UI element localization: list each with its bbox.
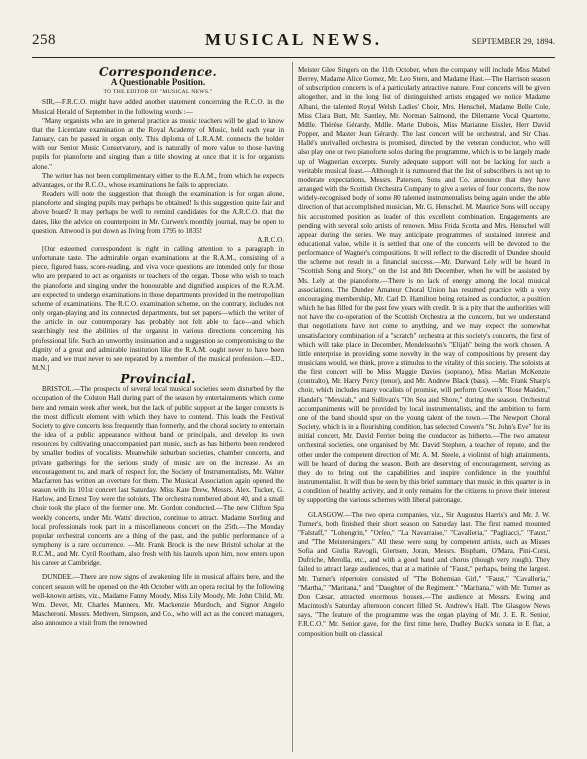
right-column: [298, 66, 550, 752]
signature: A.R.C.O.: [257, 235, 284, 244]
section-title-provincial: Provincial.: [120, 372, 196, 387]
header-rule: [32, 57, 555, 58]
page-number: 258: [32, 32, 56, 48]
column-divider: [292, 62, 293, 752]
left-column: [32, 66, 284, 752]
issue-date: SEPTEMBER 29, 1894.: [471, 36, 555, 46]
editor-note: [Our esteemed correspondent is right in calling attention to a paragraph in unfortunate taste. The admirable organ examinations at the R.A.M., consisting of a piece, figured bass, score-reading, and viva voce questions are intended only for those who are prepared to act as organists or teachers of the organ. Those who wish to teach the pianoforte and singing under the honourable and dignified auspices of the R.A.M. are expected to undergo examinations in those departments provided in the metropolitan scheme of examinations. The R.C.O. examination scheme, on the contrary, includes not only organ-playing and its connected departments, but set papers—which the writer of the article in our contemporary has probably not felt able to face—and which searchingly test the abilities of the organist in various directions concerning his professional life. Such an unworthy insinuation and a suggestion so compromising to the dignity of a great and admirable institution like the R.A.M. ought never to have been made, and we trust never to see repeated by a member of the musical profession.—ED., M.N.]: [32, 244, 284, 372]
paragraph: The writer has not been complimentary either to the R.A.M., from which he expects advantages, or the R.C.O., whose examinations he fails to appreciate.: [32, 171, 284, 189]
paragraph-dundee-cont: Meister Glee Singers on the 11th October, when the company will include Miss Mabel Berrey, Madame Alice Gomez, Mr. Leo Stern, and Madame Hast.—The Harrison season of subscription concerts is of a particularly attractive nature. Four concerts will be given altogether, and in the long list of distinguished artists engaged we notice Madame Albani, the talented Royal Welsh Ladies' Choir, Mrs. Henschel, Madame Belle Cole, Miss Clara Butt, Mr. Santley, Mr. Norman Salmond, the Dilettante Vocal Quartette, Mdlle. Thérèse Gérardy, Mdlle. Marie Dubois, Miss Marianne Eissler, Herr David Popper, and Master Jean Gérardy. The last concert will be orchestral, and Sir Chas. Hallé's unrivalled orchestra is promised, directed by the veteran conductor, who will also play one or two pianoforte solos during the programme, which is to be largely made up of Wagnerian excerpts. Surely adequate support will not be lacking for such a veritable musical feast.—Although it is rumoured that the list of subscribers is not up to moderate expectations, Messrs. Paterson, Sons and Co. announce that they have arranged with the Scottish Orchestra Company to give a series of four concerts, the now widely-recognised body of some 80 talented instrumentalists being again under the able direction of that accomplished musician, Mr. G. Henschel. M. Maurice Sons will occupy his accustomed position as leader of this excellent combination. Engagements are pending with several solo artists of renown. Miss Frida Scotta and Mrs. Henschel will appear during the series. We may anticipate programmes of sustained interest and educational value, while it is settled that one of the concerts will be devoted to the performance of Wagner's compositions. It will reflect to the discredit of Dundee should the scheme not result in a financial success.—Mr. Durward Lely will be heard in "Scottish Song and Story," on the 1st and 8th December, when he will be assisted by Ms. Lely at the pianoforte.—There is no lack of energy among the local musical associations. The Dundee Amateur Choral Union has resumed practice with a very encouraging membership, Mr. Carl D. Hamilton being retained as conductor, a position which he has filled for the past few years with credit. It is a pity that the authorities will not have the co-operation of the Scottish Orchestra at the concerts, but we understand that negotiations have not come to anything, and we may expect the somewhat unsatisfactory combination of a "scratch" orchestra at this society's concerts, the first of which will take place in December, Mendelssohn's "Elijah" being the work chosen. A little enterprise in providing some novelty in the way of compositions by present day musicians would, we think, prove a stimulus to the vitality of this society. The soloists at the first concert will be Miss Maggie Davies (soprano), Miss Marian McKenzie (contralto), Mr. Harry Percy (tenor), and Mr. Andrew Black (bass). —Mr. Frank Sharp's choir, which includes many vocalists of promise, will perform Cowen's "Rose Maiden," Handel's "Messiah," and Sullivan's "On Sea and Shore," during the season. Orchestral accompaniments will be provided by local instrumentalists, and the ambition to form one of the band should spur on the young talent of the town.—The Newport Choral Society, which is in a flourishing condition, has selected Cowen's "St. John's Eve" for its initial concert, Mr. David Ferrier being the conductor as hitherto.—The two amateur orchestral societies, one organised by Mr. David Stephen, a teacher of repute, and the other under the competent direction of Mr. A. M. Steele, a violinist of high attainments, will be heard of during the season. Both are deserving of encouragement, serving as they do to bring out the capabilities and inspire confidence in the youthful instrumentalist. It will thus be seen by this brief summary that music in this quarter is in a condition of healthy activity, and it only remains for the citizens to prove their interest by supporting the various schemes with liberal patronage.: [298, 66, 550, 505]
paragraph-glasgow: GLASGOW.—The two opera companies, viz., Sir Augustus Harris's and Mr. J. W. Turner's, both finished their short season on Saturday last. The first named mounted "Falstaff," "Lohengrin," "Orfeo," "La Navarraise," "Cavalleria," "Pagliacci," "Faust," and "The Meistersingers." All these were sung by competent artists, such as Misses Sofia and Giulia Ravogli, Giertsen, Joran, Messrs. Bispham, O'Mara, Pini-Corsi, Dufriche, Merolla, etc., and with a good band and chorus (though very rough). They failed to attract large audiences, that at a matinée of "Faust," perhaps, being the largest. Mr. Turner's répertoire consisted of "The Bohemian Girl," "Faust," "Cavalleria," "Martha," "Maritana," and "Daughter of the Regiment." "Maritana," with Mr. Turner as Don Cæsar, attracted enormous houses.—The audience at Messrs. Ewing and Macintosh's Saturday afternoon concert filled St. Andrew's Hall. The Glasgow News says, "The feature of the programme was the organ playing of Mr. J. E. R. Senior, F.R.C.O." Mr. Senior gave, for the first time here, Dudley Buck's sonata in E flat, a composition built on classical: [298, 510, 550, 638]
masthead-title: MUSICAL NEWS.: [205, 30, 382, 49]
editor-line: TO THE EDITOR OF "MUSICAL NEWS.": [103, 89, 213, 96]
quoted-paragraph: "Many organists who are in general practice as music teachers will be glad to know that the Licentiate examination at the Royal Academy of Music, held each year in January, can be passed in organ only. This diploma of L.R.A.M. connects the holder with our Senior Music Conservatory, and is naturally of more value to those having pupils for pianoforte and singing than a title showing at once that it is for organists alone.": [32, 116, 284, 171]
page-header: [32, 30, 555, 54]
paragraph: SIR,—F.R.C.O. might have added another statement concerning the R.C.O. in the Musical Herald of September in the following words :—: [32, 98, 284, 116]
paragraph-bristol: BRISTOL.—The prospects of several local musical societies seem disturbed by the occupation of the Colston Hall during part of the season by entertainments which come here and remain week after week, but the lack of public support at the larger concerts is the most difficult element with which they have to contend. This leads the Festival Society to give concerts less frequently than formerly, and the choral society to entertain the idea of a public appearance without band or principals, and develop its own resources by cultivating unaccompanied part music, such as has hitherto been rendered by smaller bodies of vocalists. Meanwhile suburban societies, chamber concerts, and private gatherings for the serious study of music are on the increase. As an encouragement to, and mark of respect for, the Society of Instrumentalists, Mr. Walter Macfarren has written an overture for them. The Musical Association again opened the season with its 101st concert last Saturday. Miss Kate Drew, Messrs. Alex. Tucker, G. Harlow, and Ernest Toy were the soloists. The orchestra numbered about 40, and a small choir took the place of the former one. Mr. Gordon conducted.—The new Clifton Spa weekly concerts, under Mr. Watts' direction, continue to attract. Madame Sterling and local professionals took part in a miscellaneous concert on the 25th.—The Monday popular orchestral concerts are a thing of the past, and the public performance of a symphony is a rare occurrence. —Mr. Frank Brock is the new Bristol scholar at the R.C.M., and Mr. Cyril Rootham, also fresh with his laurels upon him, now enters upon his career at Cambridge.: [32, 385, 284, 568]
section-title-correspondence: Correspondence.: [98, 66, 218, 79]
paragraph: Readers will note the suggestion that though the examination is for organ alone, pianoforte and singing pupils may perhaps be obtained! Is this suggestion quite fair and above board? It may perhaps be well to remind candidates for the A.R.C.O. that the dates, like the advice on counterpoint in Mr. Curwen's monthly journal, may be open to question. Attwood is put down as living from 1795 to 1835!: [32, 190, 284, 235]
article-subhead: A Questionable Position.: [110, 77, 206, 88]
paragraph-dundee: DUNDEE.—There are now signs of awakening life in musical affairs here, and the concert season will be opened on the 4th October with an opera recital by the following well-known artists, viz., Madame Fanny Moody, Miss Lily Moody, Mr. John Child, Mr. Wm. Dever, Mr. Charles Manners, Mr. Mackenzie Murdoch, and Signor Angelo Mascheroni. Messrs. Methven, Simpson, and Co., who will act as the concert managers, also announce a visit from the renowned: [32, 573, 284, 628]
